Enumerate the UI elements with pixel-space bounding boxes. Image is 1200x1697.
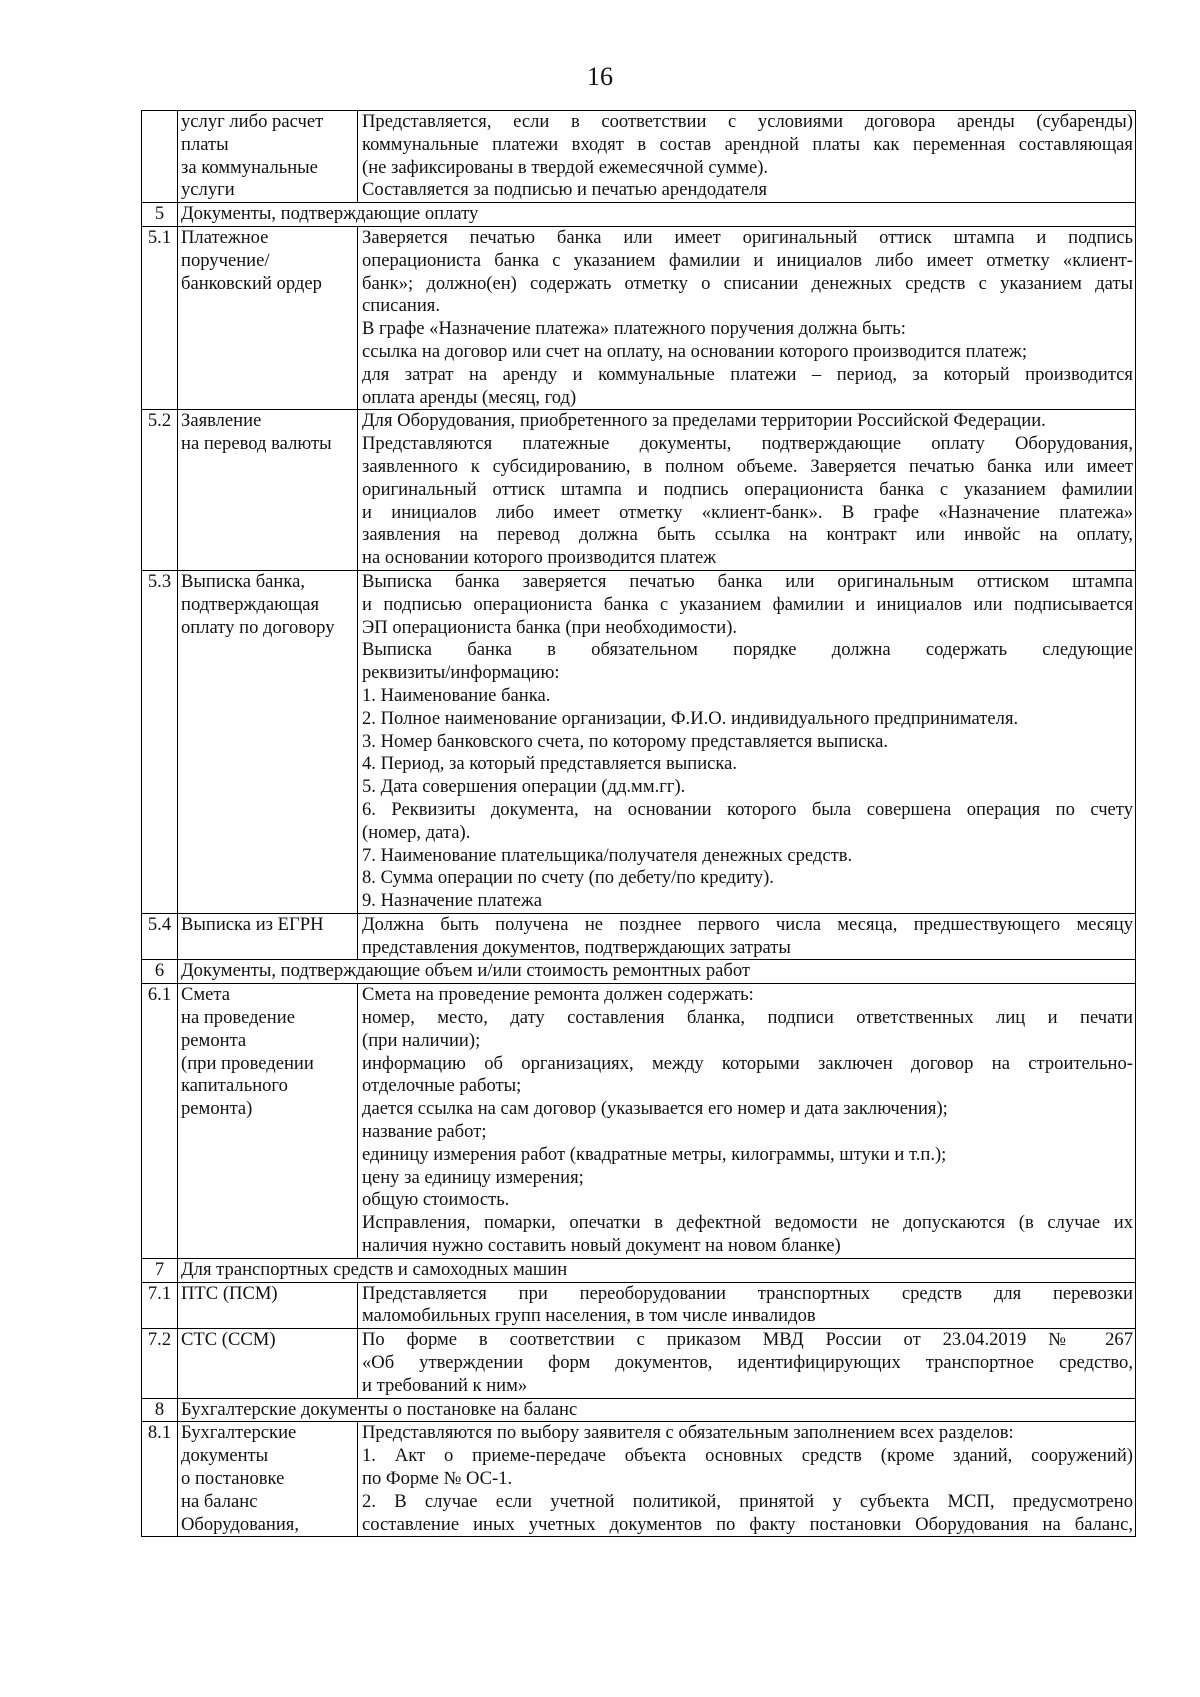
- document-name-line: (при проведении: [181, 1052, 314, 1074]
- requirement-line: 2. В случае если учетной политикой, принятой у субъекта МСП, предусмотрено: [362, 1490, 1133, 1512]
- requirement-line: Представляется, если в соответствии с условиями договора аренды (субаренды): [362, 111, 1133, 132]
- requirement-line: номер, место, дату составления бланка, подписи ответственных лиц и печати: [362, 1007, 1133, 1029]
- requirement-line: 2. Полное наименование организации, Ф.И.О. индивидуального предпринимателя.: [362, 707, 1019, 729]
- table-row: [142, 913, 1136, 960]
- document-name-line: о постановке: [181, 1468, 285, 1490]
- requirement-line: списания.: [362, 295, 440, 317]
- requirement-line: Представляется при переоборудовании транспортных средств для перевозки: [362, 1282, 1133, 1304]
- requirement-line: информацию об организациях, между которыми заключен договор на строительно-: [362, 1052, 1133, 1074]
- requirement-line: (при наличии);: [362, 1029, 481, 1051]
- requirement-line: Выписка банка заверяется печатью банка или оригинальным оттиском штампа: [362, 570, 1133, 592]
- requirement-line: Для Оборудования, приобретенного за пределами территории Российской Федерации.: [362, 410, 1046, 432]
- requirement-line: (номер, дата).: [362, 821, 471, 843]
- requirement-line: и подписью операциониста банка с указанием фамилии и инициалов или подписывается: [362, 593, 1133, 615]
- requirement-line: отделочные работы;: [362, 1075, 522, 1097]
- requirement-line: единицу измерения работ (квадратные метры, килограммы, штуки и т.п.);: [362, 1143, 947, 1165]
- requirement-line: оплата аренды (месяц, год): [362, 386, 577, 408]
- document-name-line: банковский ордер: [181, 272, 322, 294]
- requirement-text: [358, 111, 1136, 203]
- document-name-line: Выписка из ЕГРН: [181, 913, 324, 935]
- requirement-line: (не зафиксированы в твердой ежемесячной сумме).: [362, 156, 769, 178]
- document-name: [178, 410, 358, 571]
- section-title: Для транспортных средств и самоходных машин: [178, 1258, 1136, 1282]
- row-number: 5.1: [142, 226, 178, 409]
- requirement-line: коммунальные платежи входят в состав арендной платы как переменная составляющая: [362, 133, 1133, 155]
- table-row: [142, 1422, 1136, 1537]
- document-name: [178, 984, 358, 1259]
- table-row: [142, 111, 1136, 203]
- requirement-line: 8. Сумма операции по счету (по дебету/по кредиту).: [362, 867, 774, 889]
- requirement-line: 3. Номер банковского счета, по которому представляется выписка.: [362, 730, 889, 752]
- row-number: 5.3: [142, 570, 178, 913]
- document-name-line: капитального: [181, 1075, 288, 1097]
- document-name: [178, 1422, 358, 1537]
- document-name: [178, 913, 358, 960]
- document-name-line: поручение/: [181, 249, 270, 271]
- requirement-line: заявления на перевод должна быть ссылка на контракт или инвойс на оплату,: [362, 524, 1133, 546]
- requirement-line: название работ;: [362, 1121, 487, 1143]
- requirement-line: ссылка на договор или счет на оплату, на основании которого производится платеж;: [362, 340, 1028, 362]
- document-name-line: на баланс: [181, 1490, 258, 1512]
- document-name-line: за коммунальные: [181, 156, 318, 178]
- requirement-line: 5. Дата совершения операции (дд.мм.гг).: [362, 776, 686, 798]
- requirement-line: Заверяется печатью банка или имеет оригинальный оттиск штампа и подпись: [362, 226, 1133, 248]
- requirement-line: реквизиты/информацию:: [362, 662, 560, 684]
- section-row: [142, 1398, 1136, 1422]
- table-row: [142, 570, 1136, 913]
- document-name-line: подтверждающая: [181, 593, 320, 615]
- requirement-line: 6. Реквизиты документа, на основании которого была совершена операция по счету: [362, 798, 1133, 820]
- requirement-line: 9. Назначение платежа: [362, 890, 542, 912]
- document-name-line: на проведение: [181, 1007, 295, 1029]
- requirement-text: [358, 226, 1136, 409]
- row-number: 7.2: [142, 1329, 178, 1398]
- row-number: 5: [142, 203, 178, 227]
- requirement-line: банк»; должно(ен) содержать отметку о списании денежных средств с указанием даты: [362, 272, 1133, 294]
- requirement-line: 7. Наименование плательщика/получателя денежных средств.: [362, 844, 853, 866]
- requirement-line: маломобильных групп населения, в том числе инвалидов: [362, 1305, 816, 1327]
- document-name-line: услуги: [181, 179, 235, 201]
- requirement-text: [358, 410, 1136, 571]
- section-title: Бухгалтерские документы о постановке на баланс: [178, 1398, 1136, 1422]
- document-name-line: Бухгалтерские: [181, 1422, 297, 1444]
- document-name-line: Выписка банка,: [181, 570, 306, 592]
- section-title: Документы, подтверждающие оплату: [178, 203, 1136, 227]
- section-row: [142, 1258, 1136, 1282]
- document-name: [178, 226, 358, 409]
- requirement-line: составление иных учетных документов по факту постановки Оборудования на баланс,: [362, 1513, 1133, 1535]
- requirement-text: [358, 1282, 1136, 1329]
- section-row: [142, 960, 1136, 984]
- requirements-table: [141, 110, 1136, 1537]
- document-name: [178, 111, 358, 203]
- document-name-line: услуг либо расчет: [181, 111, 324, 132]
- requirement-line: «Об утверждении форм документов, идентифицирующих транспортное средство,: [362, 1352, 1133, 1374]
- document-name-line: ремонта: [181, 1029, 247, 1051]
- requirement-line: представления документов, подтверждающих затраты: [362, 936, 791, 958]
- document-name-line: Заявление: [181, 410, 262, 432]
- table-row: [142, 1329, 1136, 1398]
- row-number: 5.4: [142, 913, 178, 960]
- requirement-line: В графе «Назначение платежа» платежного поручения должна быть:: [362, 318, 906, 340]
- row-number: 7.1: [142, 1282, 178, 1329]
- document-name-line: Оборудования,: [181, 1513, 300, 1535]
- requirement-line: 4. Период, за который представляется выписка.: [362, 753, 738, 775]
- document-name-line: на перевод валюты: [181, 433, 332, 455]
- requirements-table-body: [142, 111, 1136, 1537]
- requirement-line: 1. Акт о приеме-передаче объекта основных средств (кроме зданий, сооружений): [362, 1445, 1133, 1467]
- requirement-line: ЭП операциониста банка (при необходимости).: [362, 616, 738, 638]
- section-row: [142, 203, 1136, 227]
- requirement-line: общую стоимость.: [362, 1189, 510, 1211]
- requirement-text: [358, 570, 1136, 913]
- table-row: [142, 410, 1136, 571]
- requirement-line: По форме в соответствии с приказом МВД России от 23.04.2019 № 267: [362, 1329, 1133, 1351]
- row-number: 5.2: [142, 410, 178, 571]
- row-number: 8.1: [142, 1422, 178, 1537]
- requirement-line: Должна быть получена не позднее первого числа месяца, предшествующего месяцу: [362, 913, 1133, 935]
- requirement-line: на основании которого производится платеж: [362, 547, 717, 569]
- table-row: [142, 984, 1136, 1259]
- requirement-line: Представляются платежные документы, подтверждающие оплату Оборудования,: [362, 433, 1133, 455]
- requirement-line: и инициалов либо имеет отметку «клиент-банк». В графе «Назначение платежа»: [362, 501, 1133, 523]
- requirement-line: и требований к ним»: [362, 1374, 528, 1396]
- document-name-line: ПТС (ПСМ): [181, 1282, 278, 1304]
- document-name-line: документы: [181, 1445, 269, 1467]
- requirement-line: цену за единицу измерения;: [362, 1166, 584, 1188]
- row-number: 7: [142, 1258, 178, 1282]
- page-number: 16: [587, 62, 613, 91]
- requirement-line: операциониста банка с указанием фамилии и инициалов либо имеет отметку «клиент-: [362, 249, 1133, 271]
- requirement-line: наличия нужно составить новый документ на новом бланке): [362, 1235, 841, 1257]
- document-name-line: Смета: [181, 984, 231, 1006]
- requirement-line: Составляется за подписью и печатью арендодателя: [362, 179, 768, 201]
- document-name-line: платы: [181, 133, 229, 155]
- document-name-line: оплату по договору: [181, 616, 335, 638]
- document-name-line: ремонта): [181, 1098, 253, 1120]
- requirement-line: по Форме № ОС-1.: [362, 1468, 513, 1490]
- row-number: 6: [142, 960, 178, 984]
- requirement-line: 1. Наименование банка.: [362, 684, 551, 706]
- row-number: [142, 111, 178, 203]
- document-name: [178, 1282, 358, 1329]
- requirement-line: Представляются по выбору заявителя с обязательным заполнением всех разделов:: [362, 1422, 1014, 1444]
- document-name-line: СТС (ССМ): [181, 1329, 276, 1351]
- table-row: [142, 1282, 1136, 1329]
- document-name: [178, 1329, 358, 1398]
- requirement-line: Исправления, помарки, опечатки в дефектной ведомости не допускаются (в случае их: [362, 1212, 1133, 1234]
- document-name: [178, 570, 358, 913]
- section-title: Документы, подтверждающие объем и/или стоимость ремонтных работ: [178, 960, 1136, 984]
- row-number: 6.1: [142, 984, 178, 1259]
- requirement-line: Смета на проведение ремонта должен содержать:: [362, 984, 754, 1006]
- requirement-text: [358, 984, 1136, 1259]
- requirement-text: [358, 1422, 1136, 1537]
- document-name-line: Платежное: [181, 226, 269, 248]
- requirement-line: заявленного к субсидированию, в полном объеме. Заверяется печатью банка или имеет: [362, 455, 1133, 477]
- row-number: 8: [142, 1398, 178, 1422]
- requirement-line: Выписка банка в обязательном порядке должна содержать следующие: [362, 639, 1133, 661]
- requirement-text: [358, 1329, 1136, 1398]
- table-row: [142, 226, 1136, 409]
- requirement-text: [358, 913, 1136, 960]
- requirement-line: оригинальный оттиск штампа и подпись операциониста банка с указанием фамилии: [362, 478, 1133, 500]
- requirement-line: дается ссылка на сам договор (указывается его номер и дата заключения);: [362, 1098, 948, 1120]
- requirement-line: для затрат на аренду и коммунальные платежи – период, за который производится: [362, 363, 1133, 385]
